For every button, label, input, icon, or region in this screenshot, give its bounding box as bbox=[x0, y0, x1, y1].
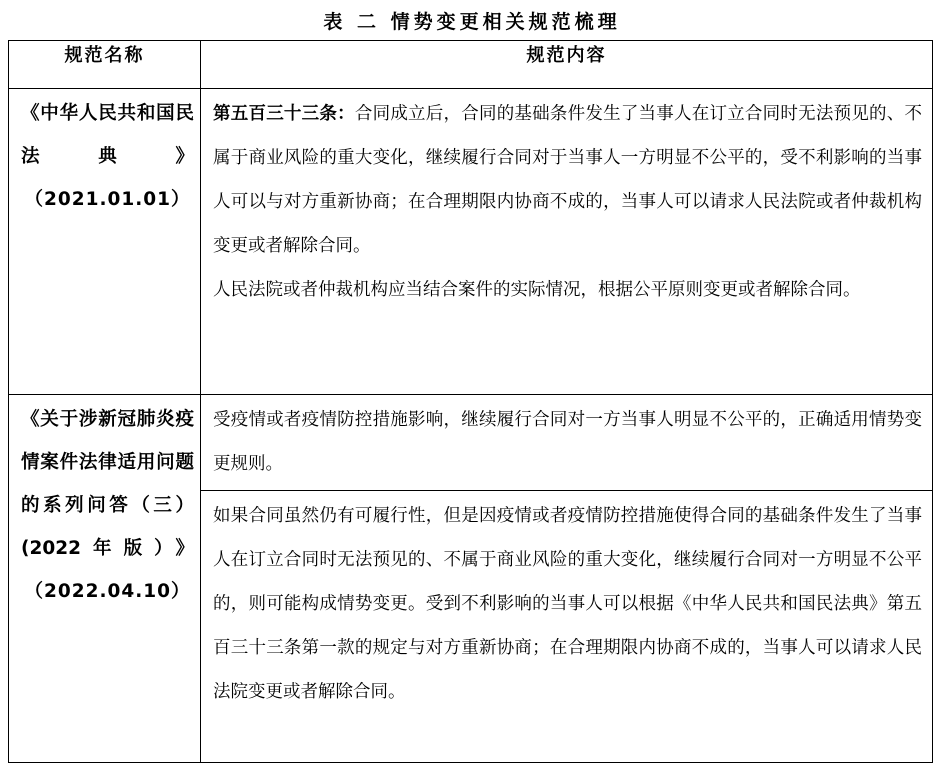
content-paragraph bbox=[213, 268, 922, 312]
table-header-row bbox=[9, 41, 933, 89]
norms-table bbox=[8, 40, 933, 763]
norm-content-cell bbox=[201, 89, 933, 395]
norm-name-cell bbox=[9, 89, 201, 395]
norm-date: （2022.04.10） bbox=[24, 581, 191, 602]
norm-name: 《关于涉新冠肺炎疫情案件法律适用问题的系列问答（三）(2022年版）》 bbox=[21, 409, 194, 559]
norm-content-cell bbox=[201, 491, 933, 763]
table-row bbox=[9, 395, 933, 491]
table-caption: 表 二 情势变更相关规范梳理 bbox=[323, 10, 621, 33]
norm-name: 《中华人民共和国民法典》 bbox=[21, 103, 194, 167]
article-label: 第五百三十三条： bbox=[213, 104, 355, 124]
header-norm-name: 规范名称 bbox=[9, 41, 201, 89]
article-text: 合同成立后，合同的基础条件发生了当事人在订立合同时无法预见的、不属于商业风险的重大变化，继续履行合同对于当事人一方明显不公平的，受不利影响的当事人可以与对方重新协商；在合理期限内协商不成的，当事人可以请求人民法院或者仲裁机构变更或者解除合同。 bbox=[213, 104, 923, 256]
article-text: 人民法院或者仲裁机构应当结合案件的实际情况，根据公平原则变更或者解除合同。 bbox=[213, 280, 861, 300]
header-norm-content: 规范内容 bbox=[201, 41, 933, 89]
norm-content-cell bbox=[201, 395, 933, 491]
content-paragraph: 如果合同虽然仍有可履行性，但是因疫情或者疫情防控措施使得合同的基础条件发生了当事人在订立合同时无法预见的、不属于商业风险的重大变化，继续履行合同对一方明显不公平的，则可能构成情势变更。受到不利影响的当事人可以根据《中华人民共和国民法典》第五百三十三条第一款的规定与对方重新协商；在合理期限内协商不成的，当事人可以请求人民法院变更或者解除合同。 bbox=[213, 506, 922, 702]
content-paragraph: 受疫情或者疫情防控措施影响，继续履行合同对一方当事人明显不公平的，正确适用情势变更规则。 bbox=[213, 410, 922, 474]
norm-date: （2021.01.01） bbox=[24, 189, 191, 210]
table-row bbox=[9, 89, 933, 395]
norm-name-cell bbox=[9, 395, 201, 763]
content-paragraph bbox=[213, 92, 922, 268]
